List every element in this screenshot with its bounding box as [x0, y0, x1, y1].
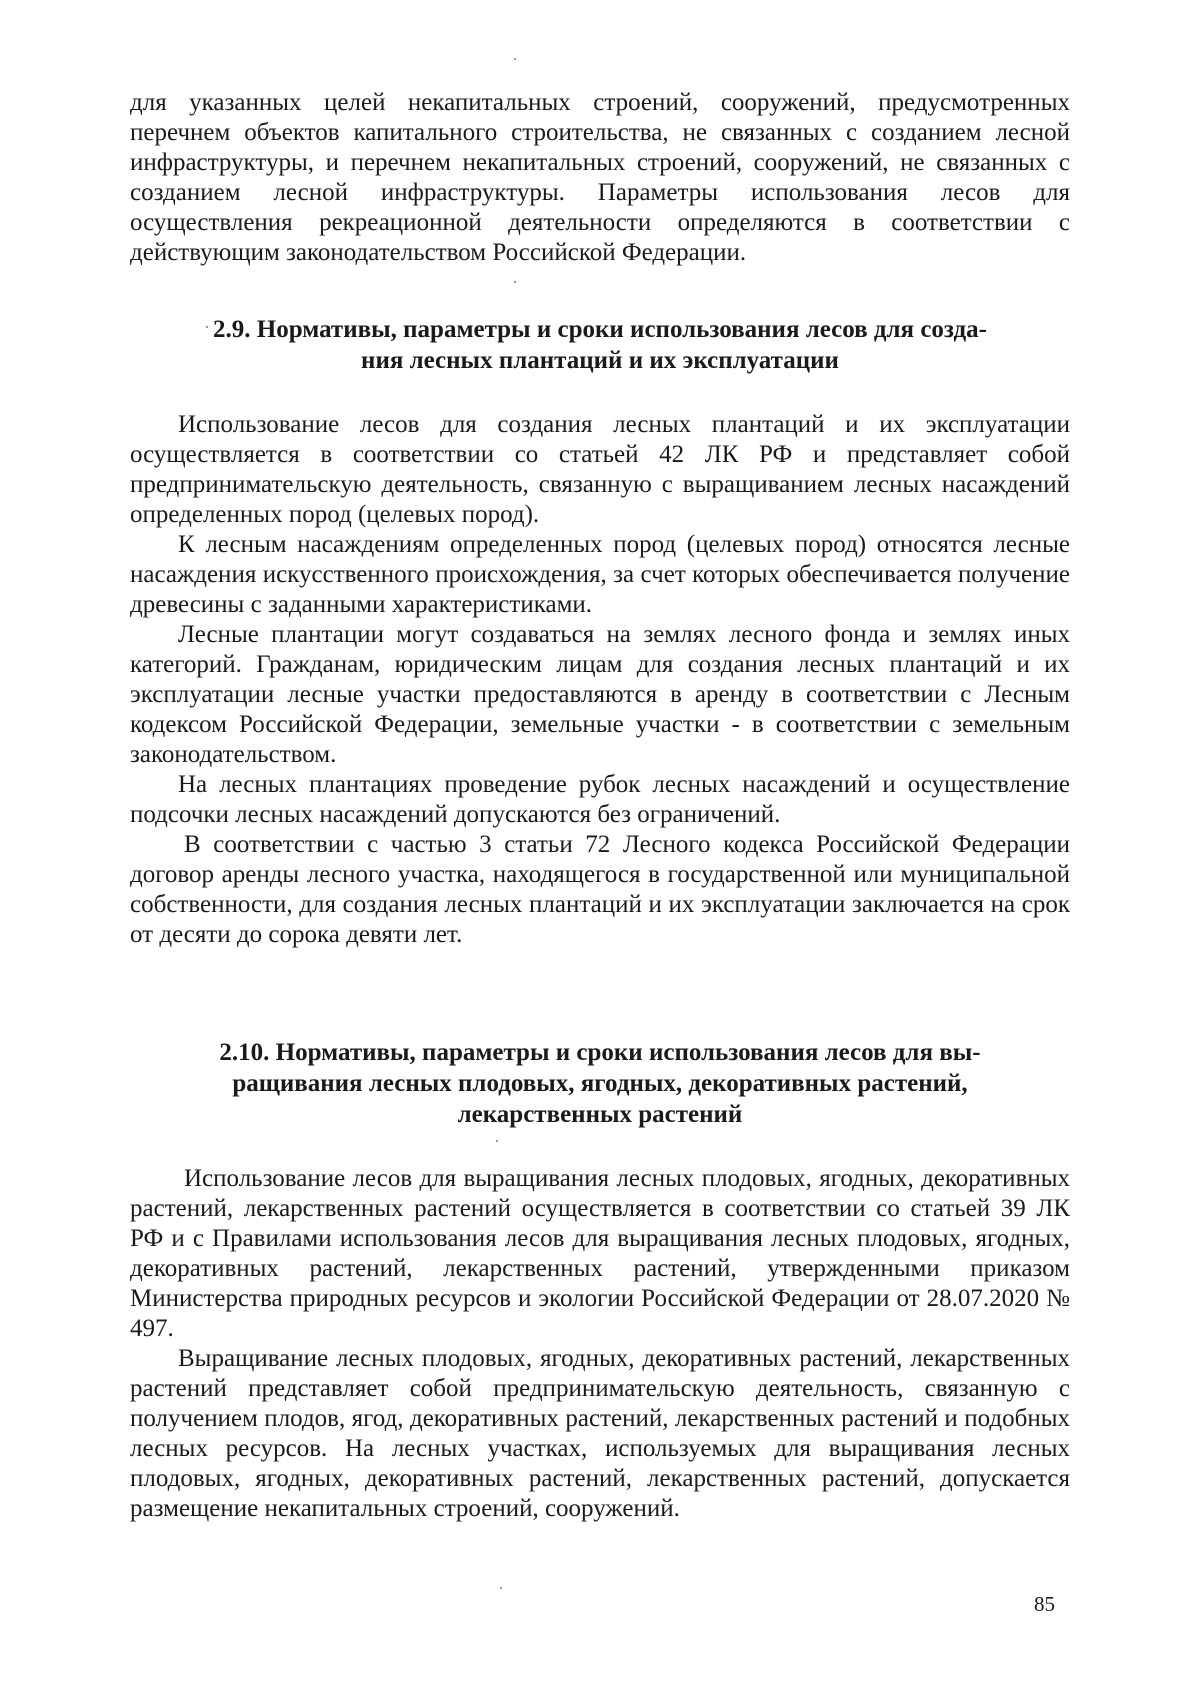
section-2-9-paragraph: В соответствии с частью 3 статьи 72 Лесного кодекса Российской Федерации договор аренды лесного участка, находящегося в государственной или муниципальной собственности, для создания лесных плантаций и их эксплуатации заключается на срок от десяти до сорока девяти лет.	[130, 831, 1070, 948]
section-2-10-heading-line3: лекарственных растений	[457, 1101, 743, 1128]
section-2-10-paragraph: Выращивание лесных плодовых, ягодных, декоративных растений, лекарственных растений представляет собой предпринимательскую деятельность, связанную с получением плодов, ягод, декоративных растений, лекарственных растений и подобных лесных ресурсов. На лесных участках, используемых для выращивания лесных плодовых, ягодных, декоративных растений, лекарственных растений, допускается размещение некапитальных строений, сооружений.	[130, 1345, 1070, 1522]
section-2-9-paragraph: Лесные плантации могут создаваться на землях лесного фонда и землях иных категорий. Гражданам, юридическим лицам для создания лесных плантаций и их эксплуатации лесные участки предоставляются в аренду в соответствии с Лесным кодексом Российской Федерации, земельные участки - в соответствии с земельным законодательством.	[130, 621, 1070, 768]
intro-block	[130, 88, 1070, 268]
section-2-10-heading-line1: 2.10. Нормативы, параметры и сроки использования лесов для вы-	[219, 1039, 981, 1066]
section-2-9-heading-line1: 2.9. Нормативы, параметры и сроки использования лесов для созда-	[213, 316, 987, 343]
section-2-10-body	[130, 1164, 1070, 1524]
section-2-9-body	[130, 410, 1070, 950]
scan-speck	[514, 58, 516, 60]
section-2-10-heading-line2: ращивания лесных плодовых, ягодных, декоративных растений,	[232, 1070, 968, 1097]
scan-speck	[496, 1140, 498, 1142]
section-2-9-paragraph: Использование лесов для создания лесных плантаций и их эксплуатации осуществляется в соответствии со статьей 42 ЛК РФ и представляет собой предпринимательскую деятельность, связанную с выращиванием лесных насаждений определенных пород (целевых пород).	[130, 411, 1070, 528]
section-2-9-paragraph: К лесным насаждениям определенных пород (целевых пород) относятся лесные насаждения искусственного происхождения, за счет которых обеспечивается получение древесины с заданными характеристиками.	[130, 531, 1070, 618]
scan-speck	[500, 1587, 502, 1589]
section-2-10-heading	[130, 1037, 1070, 1130]
scan-speck	[514, 281, 516, 283]
section-2-9-heading	[130, 314, 1070, 376]
section-2-9-heading-line2: ния лесных плантаций и их эксплуатации	[361, 347, 839, 374]
page-number: 85	[1034, 1592, 1055, 1616]
section-2-9-paragraph: На лесных плантациях проведение рубок лесных насаждений и осуществление подсочки лесных насаждений допускаются без ограничений.	[130, 771, 1070, 828]
section-2-10-paragraph: Использование лесов для выращивания лесных плодовых, ягодных, декоративных растений, лекарственных растений осуществляется в соответствии со статьей 39 ЛК РФ и с Правилами использования лесов для выращивания лесных плодовых, ягодных, декоративных растений, лекарственных растений, утвержденными приказом Министерства природных ресурсов и экологии Российской Федерации от 28.07.2020 № 497.	[130, 1165, 1070, 1342]
intro-paragraph: для указанных целей некапитальных строений, сооружений, предусмотренных перечнем объектов капитального строительства, не связанных с созданием лесной инфраструктуры, и перечнем некапитальных строений, сооружений, не связанных с созданием лесной инфраструктуры. Параметры использования лесов для осуществления рекреационной деятельности определяются в соответствии с действующим законодательством Российской Федерации.	[130, 89, 1070, 266]
